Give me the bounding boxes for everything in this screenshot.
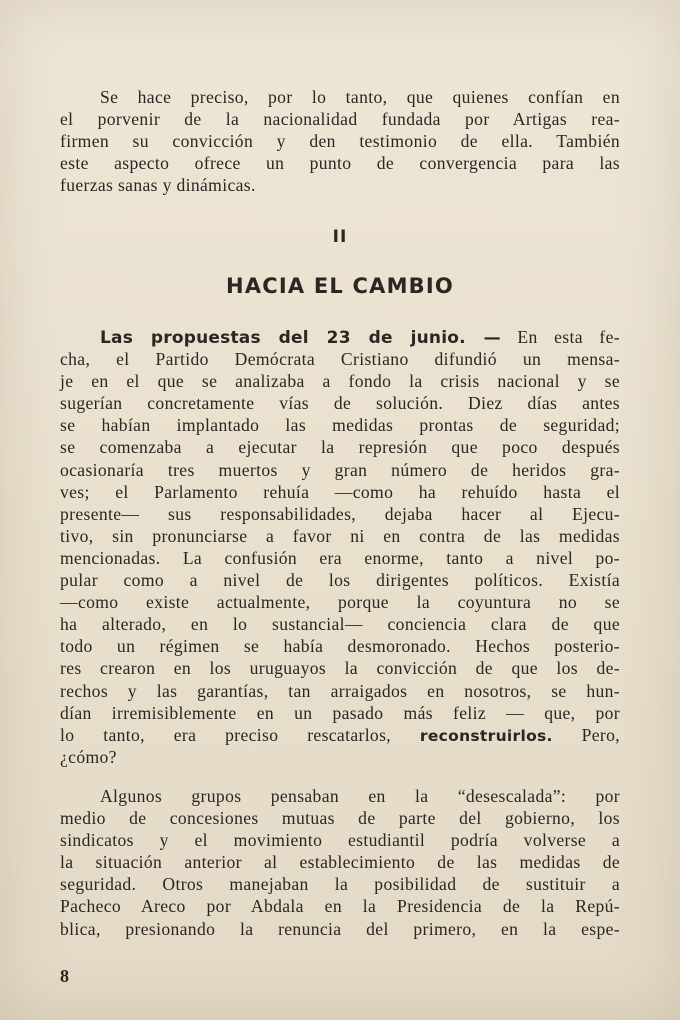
text-line: fuerzas sanas y dinámicas. [60, 175, 256, 196]
text-line: presente— sus responsabilidades, dejaba hacer al Ejecu- [60, 503, 620, 524]
paragraph-2 [60, 326, 620, 768]
text-fragment: En esta fe- [517, 327, 620, 347]
paragraph-3 [60, 785, 620, 940]
text-line: Se hace preciso, por lo tanto, que quienes confían en [100, 87, 620, 107]
text-line: dían irremisiblemente en un pasado más feliz — que, por [60, 702, 620, 723]
text-line: el porvenir de la nacionalidad fundada por Artigas rea- [60, 109, 620, 130]
text-line: Pacheco Areco por Abdala en la Presidencia de la Repú- [60, 896, 620, 917]
text-line: pular como a nivel de los dirigentes políticos. Existía [60, 570, 620, 591]
text-line: blica, presionando la renuncia del primero, en la espe- [60, 918, 620, 939]
paragraph-1 [60, 86, 620, 196]
text-line: ¿cómo? [60, 746, 117, 767]
text-line: rechos y las garantías, tan arraigados en nosotros, se hun- [60, 680, 620, 701]
text-line: je en el que se analizaba a fondo la crisis nacional y se [60, 371, 620, 392]
text-line: se habían implantado las medidas prontas de seguridad; [60, 415, 620, 436]
text-line-mixed [60, 724, 620, 746]
text-line: sugerían concretamente vías de solución. Diez días antes [60, 393, 620, 414]
text-fragment: lo tanto, era preciso rescatarlos, [60, 724, 392, 745]
text-line: sindicatos y el movimiento estudiantil podría volverse a [60, 830, 620, 851]
text-line: res crearon en los uruguayos la convicción de que los de- [60, 658, 620, 679]
text-line: ves; el Parlamento rehuía —como ha rehuído hasta el [60, 481, 620, 502]
text-line: la situación anterior al establecimiento de las medidas de [60, 852, 620, 873]
text-line-lead [60, 326, 620, 348]
text-line: medio de concesiones mutuas de parte del gobierno, los [60, 808, 620, 829]
text-line: ha alterado, en lo sustancial— conciencia clara de que [60, 614, 620, 635]
text-line: se comenzaba a ejecutar la represión que poco después [60, 437, 620, 458]
text-line: cha, el Partido Demócrata Cristiano difundió un mensa- [60, 349, 620, 370]
page-number: 8 [60, 966, 69, 986]
paragraph-lead-heading: Las propuestas del 23 de junio. — [100, 328, 501, 348]
text-line: firmen su convicción y den testimonio de ella. También [60, 131, 620, 152]
text-line: todo un régimen se había desmoronado. Hechos posterio- [60, 636, 620, 657]
text-line: Algunos grupos pensaban en la “desescalada”: por [100, 786, 620, 806]
text-line: —como existe actualmente, porque la coyuntura no se [60, 592, 620, 613]
text-line: mencionadas. La confusión era enorme, tanto a nivel po- [60, 547, 620, 568]
emphasized-word: reconstruirlos. [419, 726, 553, 745]
text-line: este aspecto ofrece un punto de convergencia para las [60, 153, 620, 174]
section-numeral: II [332, 227, 348, 247]
text-fragment: Pero, [581, 724, 620, 745]
text-line: ocasionaría tres muertos y gran número de heridos gra- [60, 459, 620, 480]
text-line: seguridad. Otros manejaban la posibilidad de sustituir a [60, 874, 620, 895]
section-title: HACIA EL CAMBIO [226, 274, 454, 298]
text-line: tivo, sin pronunciarse a favor ni en contra de las medidas [60, 525, 620, 546]
